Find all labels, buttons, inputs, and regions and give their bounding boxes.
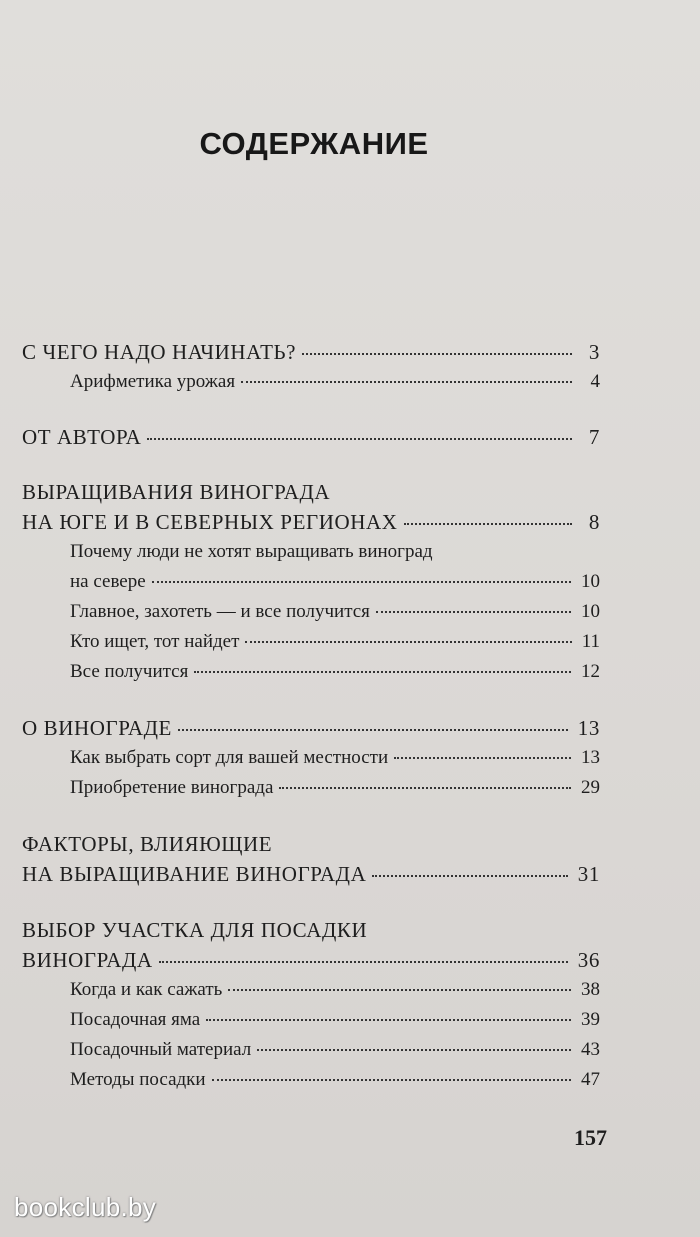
- toc-subentry: [22, 1005, 600, 1035]
- leader-dots: [404, 522, 572, 525]
- toc-subentry: [22, 367, 600, 397]
- leader-dots: [372, 874, 567, 877]
- leader-dots: [376, 610, 571, 613]
- leader-dots: [228, 988, 571, 991]
- toc-entry-title: О ВИНОГРАДЕ: [22, 716, 172, 740]
- toc-subentry: [22, 597, 600, 627]
- toc-section: [22, 829, 600, 889]
- page-number: 157: [574, 1125, 607, 1150]
- toc-entry-page: 3: [588, 340, 600, 364]
- page-title: СОДЕРЖАНИЕ: [199, 126, 429, 161]
- toc-subentry-page: 38: [581, 979, 600, 1000]
- toc-subentry-page: 10: [581, 601, 600, 622]
- toc-subentry-page: 13: [581, 747, 600, 768]
- toc-entry: [22, 713, 600, 743]
- leader-dots: [147, 437, 572, 440]
- toc-subentry-title: Арифметика урожая: [70, 371, 236, 392]
- toc-subentry-title: Все получится: [70, 661, 189, 682]
- toc-subentry-page: 43: [581, 1039, 600, 1060]
- toc-entry-title: С ЧЕГО НАДО НАЧИНАТЬ?: [22, 340, 297, 364]
- toc-subentry-title: Посадочная яма: [70, 1009, 201, 1030]
- toc-subentry-title: Посадочный материал: [70, 1039, 252, 1060]
- leader-dots: [206, 1018, 571, 1021]
- toc-subentry-title: Кто ищет, тот найдет: [70, 631, 240, 652]
- toc-entry-title-line1: ВЫРАЩИВАНИЯ ВИНОГРАДА: [22, 480, 331, 504]
- toc-subentry-page: 11: [581, 631, 600, 652]
- toc-subentry-title: Приобретение винограда: [70, 777, 274, 798]
- leader-dots: [302, 352, 572, 355]
- watermark-logo: bookclub.by: [14, 1192, 157, 1222]
- leader-dots: [159, 960, 568, 963]
- toc-subentry: [22, 1035, 600, 1065]
- toc-subentry: [22, 1065, 600, 1095]
- toc-entry-title-line1: ВЫБОР УЧАСТКА ДЛЯ ПОСАДКИ: [22, 918, 368, 942]
- toc-entry-page: 36: [577, 948, 600, 972]
- toc-entry-page: 7: [588, 425, 600, 449]
- toc-entry-title: НА ВЫРАЩИВАНИЕ ВИНОГРАДА: [22, 862, 367, 886]
- leader-dots: [212, 1078, 571, 1081]
- leader-dots: [279, 786, 571, 789]
- toc-subentry-page: 39: [581, 1009, 600, 1030]
- table-of-contents: [22, 337, 600, 1095]
- toc-entry-title: ВИНОГРАДА: [22, 948, 153, 972]
- toc-section: [22, 422, 600, 452]
- toc-subentry: [22, 773, 600, 803]
- toc-subentry: [22, 627, 600, 657]
- toc-entry: [22, 422, 600, 452]
- toc-entry: [22, 945, 600, 975]
- toc-subentry: [22, 975, 600, 1005]
- leader-dots: [152, 580, 571, 583]
- toc-section: [22, 713, 600, 803]
- toc-entry-title-line1: ФАКТОРЫ, ВЛИЯЮЩИЕ: [22, 832, 273, 856]
- toc-subentry: [22, 657, 600, 687]
- toc-entry-page: 31: [577, 862, 600, 886]
- toc-subentry-title: Методы посадки: [70, 1069, 206, 1090]
- toc-entry-title: ОТ АВТОРА: [22, 425, 142, 449]
- toc-entry-page: 8: [588, 510, 600, 534]
- toc-subentry-page: 4: [590, 371, 600, 392]
- leader-dots: [245, 640, 571, 643]
- toc-entry-page: 13: [577, 716, 600, 740]
- toc-subentry-page: 12: [581, 661, 600, 682]
- leader-dots: [394, 756, 571, 759]
- toc-subentry-title: на севере: [70, 571, 146, 592]
- leader-dots: [178, 728, 568, 731]
- toc-entry: [22, 859, 600, 889]
- leader-dots: [241, 380, 572, 383]
- toc-subentry: [22, 743, 600, 773]
- toc-subentry-title: Когда и как сажать: [70, 979, 223, 1000]
- toc-section: [22, 477, 600, 687]
- toc-subentry-title: Как выбрать сорт для вашей местности: [70, 747, 389, 768]
- toc-subentry-page: 47: [581, 1069, 600, 1090]
- toc-section: [22, 337, 600, 397]
- toc-subentry-page: 10: [581, 571, 600, 592]
- toc-entry: [22, 507, 600, 537]
- toc-subentry-page: 29: [581, 777, 600, 798]
- toc-entry: [22, 337, 600, 367]
- toc-entry-title: НА ЮГЕ И В СЕВЕРНЫХ РЕГИОНАХ: [22, 510, 398, 534]
- toc-subentry-title-line1: Почему люди не хотят выращивать виноград: [70, 541, 433, 562]
- leader-dots: [257, 1048, 571, 1051]
- toc-subentry: [22, 567, 600, 597]
- toc-section: [22, 915, 600, 1095]
- toc-subentry-title: Главное, захотеть — и все получится: [70, 601, 370, 622]
- leader-dots: [194, 670, 571, 673]
